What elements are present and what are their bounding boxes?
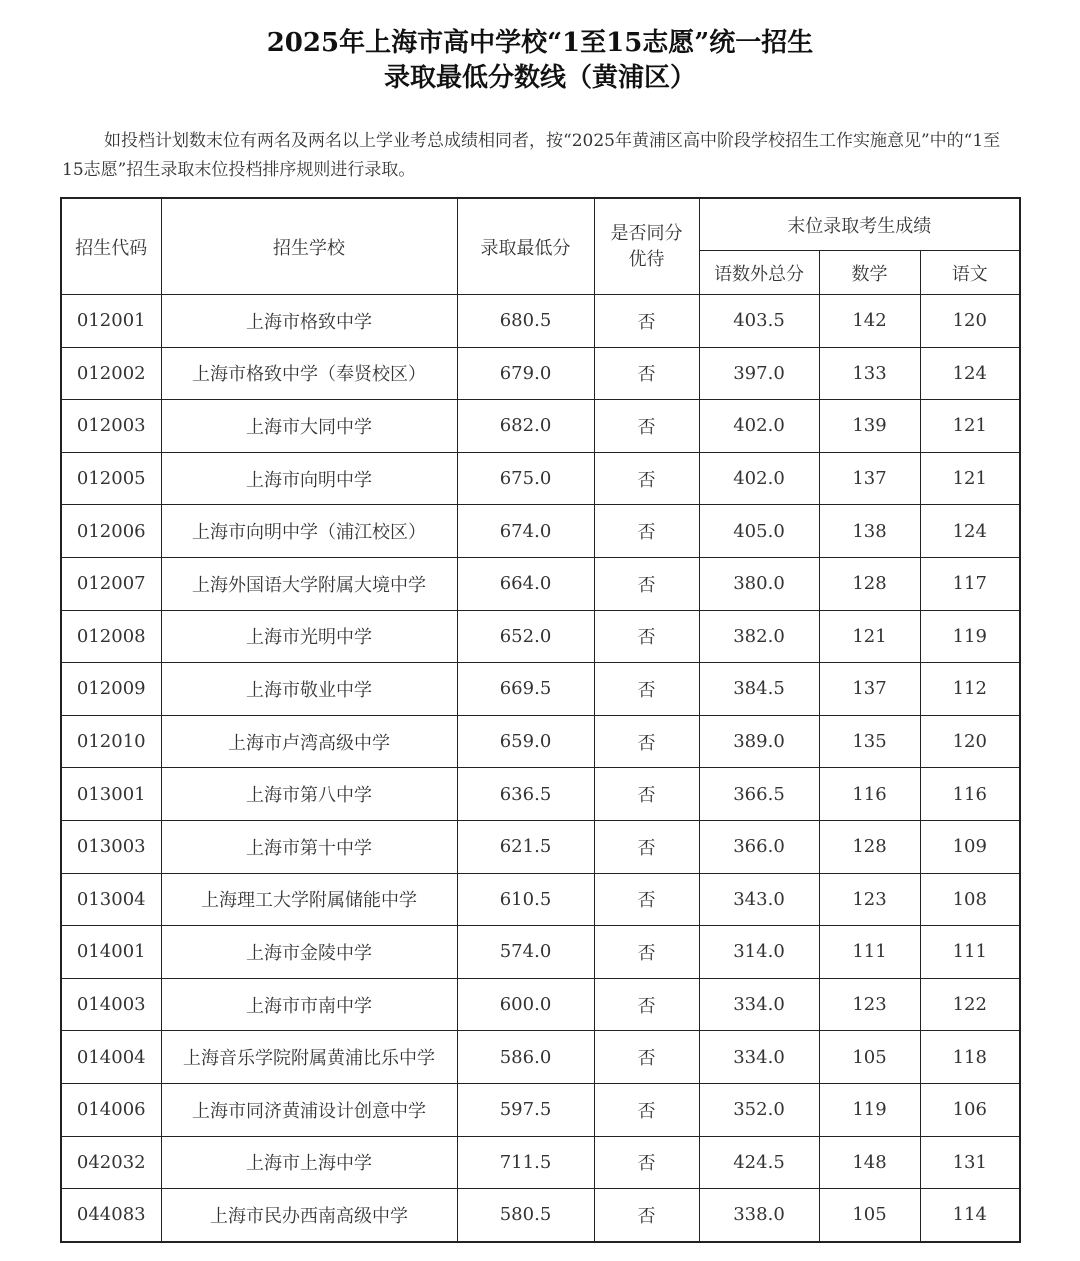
- cell-code: 012005: [61, 452, 161, 505]
- cell-school: 上海市金陵中学: [161, 926, 457, 979]
- cell-math: 105: [819, 1189, 920, 1242]
- cell-total: 366.5: [699, 768, 819, 821]
- cell-total: 334.0: [699, 978, 819, 1031]
- cell-code: 012001: [61, 295, 161, 348]
- cell-total: 405.0: [699, 505, 819, 558]
- cell-total: 403.5: [699, 295, 819, 348]
- cell-school: 上海市格致中学: [161, 295, 457, 348]
- cell-math: 137: [819, 452, 920, 505]
- header-math: 数学: [819, 251, 920, 295]
- header-priority: [594, 198, 699, 295]
- cell-priority: 否: [594, 610, 699, 663]
- table-row: [61, 978, 1020, 1031]
- cell-chinese: 121: [920, 400, 1020, 453]
- score-table: [60, 197, 1021, 1243]
- cell-math: 123: [819, 978, 920, 1031]
- cell-code: 012008: [61, 610, 161, 663]
- cell-school: 上海外国语大学附属大境中学: [161, 557, 457, 610]
- table-row: [61, 820, 1020, 873]
- cell-school: 上海市市南中学: [161, 978, 457, 1031]
- header-chinese: 语文: [920, 251, 1020, 295]
- cell-math: 121: [819, 610, 920, 663]
- cell-min-score: 610.5: [457, 873, 594, 926]
- header-last-group: 末位录取考生成绩: [699, 198, 1020, 251]
- cell-priority: 否: [594, 663, 699, 716]
- cell-min-score: 664.0: [457, 557, 594, 610]
- cell-school: 上海市光明中学: [161, 610, 457, 663]
- cell-school: 上海市向明中学（浦江校区）: [161, 505, 457, 558]
- cell-math: 128: [819, 820, 920, 873]
- cell-priority: 否: [594, 820, 699, 873]
- table-row: [61, 1136, 1020, 1189]
- cell-code: 013004: [61, 873, 161, 926]
- cell-math: 111: [819, 926, 920, 979]
- cell-math: 137: [819, 663, 920, 716]
- table-row: [61, 557, 1020, 610]
- cell-school: 上海市大同中学: [161, 400, 457, 453]
- cell-math: 135: [819, 715, 920, 768]
- cell-total: 338.0: [699, 1189, 819, 1242]
- cell-total: 314.0: [699, 926, 819, 979]
- header-school: 招生学校: [161, 198, 457, 295]
- cell-min-score: 680.5: [457, 295, 594, 348]
- cell-code: 013003: [61, 820, 161, 873]
- table-row: [61, 400, 1020, 453]
- cell-priority: 否: [594, 1189, 699, 1242]
- cell-school: 上海市同济黄浦设计创意中学: [161, 1083, 457, 1136]
- cell-min-score: 674.0: [457, 505, 594, 558]
- cell-code: 013001: [61, 768, 161, 821]
- cell-total: 334.0: [699, 1031, 819, 1084]
- cell-min-score: 711.5: [457, 1136, 594, 1189]
- cell-total: 402.0: [699, 400, 819, 453]
- header-code: 招生代码: [61, 198, 161, 295]
- cell-min-score: 682.0: [457, 400, 594, 453]
- cell-priority: 否: [594, 1031, 699, 1084]
- cell-math: 128: [819, 557, 920, 610]
- table-row: [61, 452, 1020, 505]
- cell-priority: 否: [594, 557, 699, 610]
- table-row: [61, 768, 1020, 821]
- cell-priority: 否: [594, 505, 699, 558]
- cell-min-score: 652.0: [457, 610, 594, 663]
- cell-priority: 否: [594, 295, 699, 348]
- cell-min-score: 669.5: [457, 663, 594, 716]
- page-subtitle: 录取最低分数线（黄浦区）: [383, 63, 696, 93]
- cell-code: 012010: [61, 715, 161, 768]
- cell-priority: 否: [594, 1083, 699, 1136]
- cell-code: 014003: [61, 978, 161, 1031]
- table-row: [61, 347, 1020, 400]
- cell-chinese: 106: [920, 1083, 1020, 1136]
- cell-chinese: 114: [920, 1189, 1020, 1242]
- cell-min-score: 675.0: [457, 452, 594, 505]
- page-title: 2025年上海市高中学校“1至15志愿”统一招生: [266, 28, 814, 58]
- cell-chinese: 111: [920, 926, 1020, 979]
- admission-note: 如投档计划数末位有两名及两名以上学业考总成绩相同者，按“2025年黄浦区高中阶段学校招生工作实施意见”中的“1至15志愿”招生录取末位投档排序规则进行录取。: [62, 131, 1001, 180]
- cell-math: 139: [819, 400, 920, 453]
- cell-min-score: 659.0: [457, 715, 594, 768]
- cell-school: 上海市第十中学: [161, 820, 457, 873]
- cell-code: 044083: [61, 1189, 161, 1242]
- cell-priority: 否: [594, 1136, 699, 1189]
- cell-chinese: 124: [920, 347, 1020, 400]
- cell-code: 012003: [61, 400, 161, 453]
- cell-total: 366.0: [699, 820, 819, 873]
- cell-code: 014001: [61, 926, 161, 979]
- cell-chinese: 116: [920, 768, 1020, 821]
- cell-code: 012009: [61, 663, 161, 716]
- cell-total: 384.5: [699, 663, 819, 716]
- cell-chinese: 122: [920, 978, 1020, 1031]
- cell-min-score: 586.0: [457, 1031, 594, 1084]
- cell-school: 上海市第八中学: [161, 768, 457, 821]
- cell-code: 042032: [61, 1136, 161, 1189]
- cell-chinese: 117: [920, 557, 1020, 610]
- cell-total: 397.0: [699, 347, 819, 400]
- cell-code: 014006: [61, 1083, 161, 1136]
- cell-school: 上海市民办西南高级中学: [161, 1189, 457, 1242]
- cell-chinese: 108: [920, 873, 1020, 926]
- cell-math: 148: [819, 1136, 920, 1189]
- cell-chinese: 119: [920, 610, 1020, 663]
- cell-total: 389.0: [699, 715, 819, 768]
- cell-total: 424.5: [699, 1136, 819, 1189]
- table-row: [61, 1031, 1020, 1084]
- cell-school: 上海市敬业中学: [161, 663, 457, 716]
- cell-total: 402.0: [699, 452, 819, 505]
- cell-chinese: 118: [920, 1031, 1020, 1084]
- table-row: [61, 873, 1020, 926]
- cell-math: 142: [819, 295, 920, 348]
- cell-priority: 否: [594, 715, 699, 768]
- cell-min-score: 679.0: [457, 347, 594, 400]
- cell-school: 上海市卢湾高级中学: [161, 715, 457, 768]
- cell-math: 116: [819, 768, 920, 821]
- cell-priority: 否: [594, 452, 699, 505]
- cell-math: 123: [819, 873, 920, 926]
- cell-school: 上海音乐学院附属黄浦比乐中学: [161, 1031, 457, 1084]
- cell-math: 138: [819, 505, 920, 558]
- cell-school: 上海理工大学附属储能中学: [161, 873, 457, 926]
- cell-school: 上海市上海中学: [161, 1136, 457, 1189]
- cell-min-score: 580.5: [457, 1189, 594, 1242]
- table-row: [61, 715, 1020, 768]
- cell-code: 012002: [61, 347, 161, 400]
- cell-school: 上海市向明中学: [161, 452, 457, 505]
- cell-priority: 否: [594, 768, 699, 821]
- cell-min-score: 600.0: [457, 978, 594, 1031]
- header-priority-text: 是否同分优待: [610, 222, 683, 270]
- cell-chinese: 112: [920, 663, 1020, 716]
- cell-math: 105: [819, 1031, 920, 1084]
- table-row: [61, 610, 1020, 663]
- cell-math: 119: [819, 1083, 920, 1136]
- table-row: [61, 295, 1020, 348]
- cell-min-score: 574.0: [457, 926, 594, 979]
- table-body: [61, 295, 1020, 1242]
- cell-min-score: 636.5: [457, 768, 594, 821]
- cell-total: 382.0: [699, 610, 819, 663]
- table-row: [61, 505, 1020, 558]
- cell-min-score: 621.5: [457, 820, 594, 873]
- cell-min-score: 597.5: [457, 1083, 594, 1136]
- cell-chinese: 120: [920, 295, 1020, 348]
- cell-total: 352.0: [699, 1083, 819, 1136]
- cell-priority: 否: [594, 873, 699, 926]
- cell-chinese: 124: [920, 505, 1020, 558]
- cell-priority: 否: [594, 400, 699, 453]
- cell-total: 380.0: [699, 557, 819, 610]
- cell-chinese: 120: [920, 715, 1020, 768]
- cell-chinese: 131: [920, 1136, 1020, 1189]
- table-row: [61, 663, 1020, 716]
- cell-code: 014004: [61, 1031, 161, 1084]
- cell-chinese: 121: [920, 452, 1020, 505]
- cell-total: 343.0: [699, 873, 819, 926]
- cell-priority: 否: [594, 926, 699, 979]
- cell-priority: 否: [594, 978, 699, 1031]
- cell-priority: 否: [594, 347, 699, 400]
- cell-code: 012006: [61, 505, 161, 558]
- table-row: [61, 1083, 1020, 1136]
- cell-code: 012007: [61, 557, 161, 610]
- table-row: [61, 926, 1020, 979]
- cell-school: 上海市格致中学（奉贤校区）: [161, 347, 457, 400]
- header-min-score: 录取最低分: [457, 198, 594, 295]
- cell-math: 133: [819, 347, 920, 400]
- cell-chinese: 109: [920, 820, 1020, 873]
- table-row: [61, 1189, 1020, 1242]
- header-total: 语数外总分: [699, 251, 819, 295]
